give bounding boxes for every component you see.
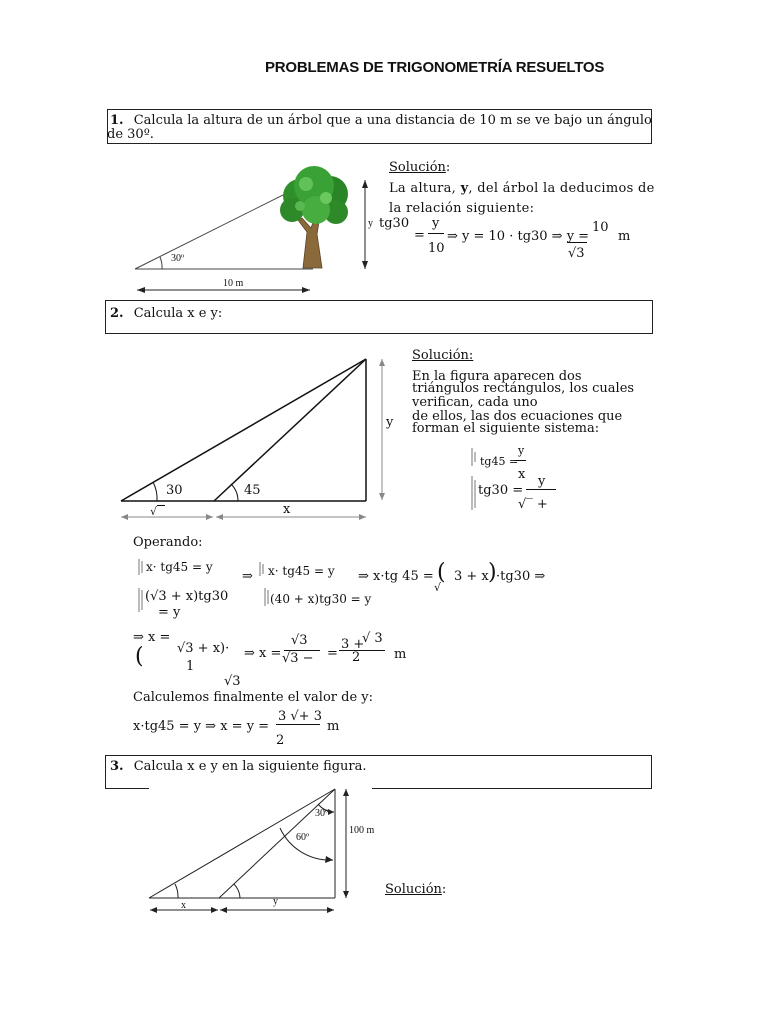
p1-solucion-label: Solución <box>389 160 446 175</box>
p2-operando: Operando: <box>133 535 203 550</box>
problem-3-statement-text: Calcula x e y en la siguiente figura. <box>133 759 367 774</box>
p2-text2: triángulos rectángulos, los cuales <box>412 381 635 396</box>
p2-final-den: 2 <box>276 733 285 748</box>
p2-arrow1: ⇒ <box>242 569 253 584</box>
problem-1-number: 1. <box>110 113 124 128</box>
p2-l4d: √3 <box>224 674 241 689</box>
p2-l4k: 2 <box>352 650 361 665</box>
p2-op1c: = y <box>158 605 181 620</box>
p2-final-eq: x·tg45 = y ⇒ x = y = <box>133 719 270 734</box>
p1-text-y: y <box>460 181 469 196</box>
p2-op1b: (√3 + x)tg30 <box>145 589 229 604</box>
problem-1-statement-line1: Calcula la altura de un árbol que a una distancia de 10 m se ve bajo un ángulo <box>133 113 652 128</box>
p2-op3c: ·tg30 ⇒ <box>496 569 546 584</box>
p2-text1: En la figura aparecen dos <box>412 369 582 384</box>
p2-sys2-left: tg30 = <box>478 483 524 498</box>
p2-l4f: √3 <box>291 633 308 648</box>
fig3-angle-60: 60º <box>296 832 310 843</box>
p1-eq-y: y <box>432 216 440 231</box>
p2-final-unit: m <box>327 719 340 734</box>
fig1-base-label: 10 m <box>223 278 244 289</box>
p1-eq-num: 10 <box>592 220 609 235</box>
p2-sys2-den: √‾ + <box>518 497 548 512</box>
p2-sys1-num: y <box>518 444 525 457</box>
p2-l4a: ⇒ x = <box>133 630 171 645</box>
p3-solucion-label: Solución <box>385 882 442 897</box>
fig2-y-label: y <box>386 415 394 430</box>
p2-solucion: Solución: <box>412 348 474 363</box>
fig1-angle-label: 30º <box>171 253 185 264</box>
p2-l4-unit: m <box>394 647 407 662</box>
fig2-sqrt-label: √ <box>150 505 158 518</box>
p1-eq-unit: m <box>618 229 631 244</box>
p1-text-a: La altura, <box>389 181 461 196</box>
fig1-height-label: y <box>368 218 373 229</box>
fig2-angle-45: 45 <box>244 483 261 498</box>
fig2-x-label: x <box>283 502 291 517</box>
p2-sys1-left: tg45 = <box>480 455 519 468</box>
p1-eq-den: √3 <box>568 246 585 261</box>
p2-text4: de ellos, las dos ecuaciones que <box>412 409 623 424</box>
p2-op3a: ⇒ x·tg 45 = <box>358 569 434 584</box>
p2-l4e: ⇒ x = <box>244 646 282 661</box>
p1-eq-tg30: tg30 <box>379 216 410 231</box>
fig3-height-label: 100 m <box>349 825 375 836</box>
p1-eq-equals: = <box>414 228 425 243</box>
p2-final-title: Calculemos finalmente el valor de y: <box>133 690 373 705</box>
p2-l4j: √ 3 <box>362 631 383 646</box>
p2-sys2-num: y <box>538 474 546 489</box>
p2-final-num: 3 √+ 3 <box>278 709 322 724</box>
fig3-y-label: y <box>273 896 278 907</box>
p1-solucion-colon: : <box>445 160 451 175</box>
p2-l4i: 3 + <box>341 637 365 652</box>
p3-solucion-colon: : <box>441 882 447 897</box>
problem-2-statement-text: Calcula x e y: <box>133 306 223 321</box>
p2-l4-paren: ( <box>135 644 144 669</box>
p3-solucion <box>385 882 446 897</box>
fig3-x-label: x <box>181 900 186 911</box>
p2-l4h: = <box>327 646 338 661</box>
p2-op2a: x· tg45 = y <box>268 564 335 578</box>
p2-text3: verifican, cada uno <box>412 395 538 410</box>
p2-op3-rparen: ) <box>488 560 497 585</box>
problem-3-number: 3. <box>110 759 124 774</box>
p1-text-line2: la relación siguiente: <box>389 201 535 216</box>
p2-op2b: (40 + x)tg30 = y <box>270 592 372 606</box>
p2-text5: forman el siguiente sistema: <box>412 421 600 436</box>
p2-l4b: √3 + x)· <box>177 641 230 656</box>
p2-op3b: 3 + x <box>454 569 489 584</box>
fig2-angle-30: 30 <box>166 483 183 498</box>
problem-1-statement-line2: de 30º. <box>107 127 154 142</box>
fig3-angle-30: 30º <box>315 808 329 819</box>
p2-l4c: 1 <box>186 659 195 674</box>
p2-op3-lparen: ( <box>437 560 446 585</box>
p2-sys1-den: x <box>518 467 526 482</box>
p1-eq-mid: ⇒ y = 10 · tg30 ⇒ y = <box>447 229 590 244</box>
p2-op1a: x· tg45 = y <box>146 560 213 574</box>
p1-eq-10: 10 <box>428 241 445 256</box>
problem-2-number: 2. <box>110 306 124 321</box>
p2-op3-root: √ <box>434 581 442 594</box>
p1-text-b: , del árbol la deducimos de <box>468 181 655 196</box>
page-title: PROBLEMAS DE TRIGONOMETRÍA RESUELTOS <box>265 59 605 76</box>
p2-l4g: √3 − <box>282 651 314 666</box>
